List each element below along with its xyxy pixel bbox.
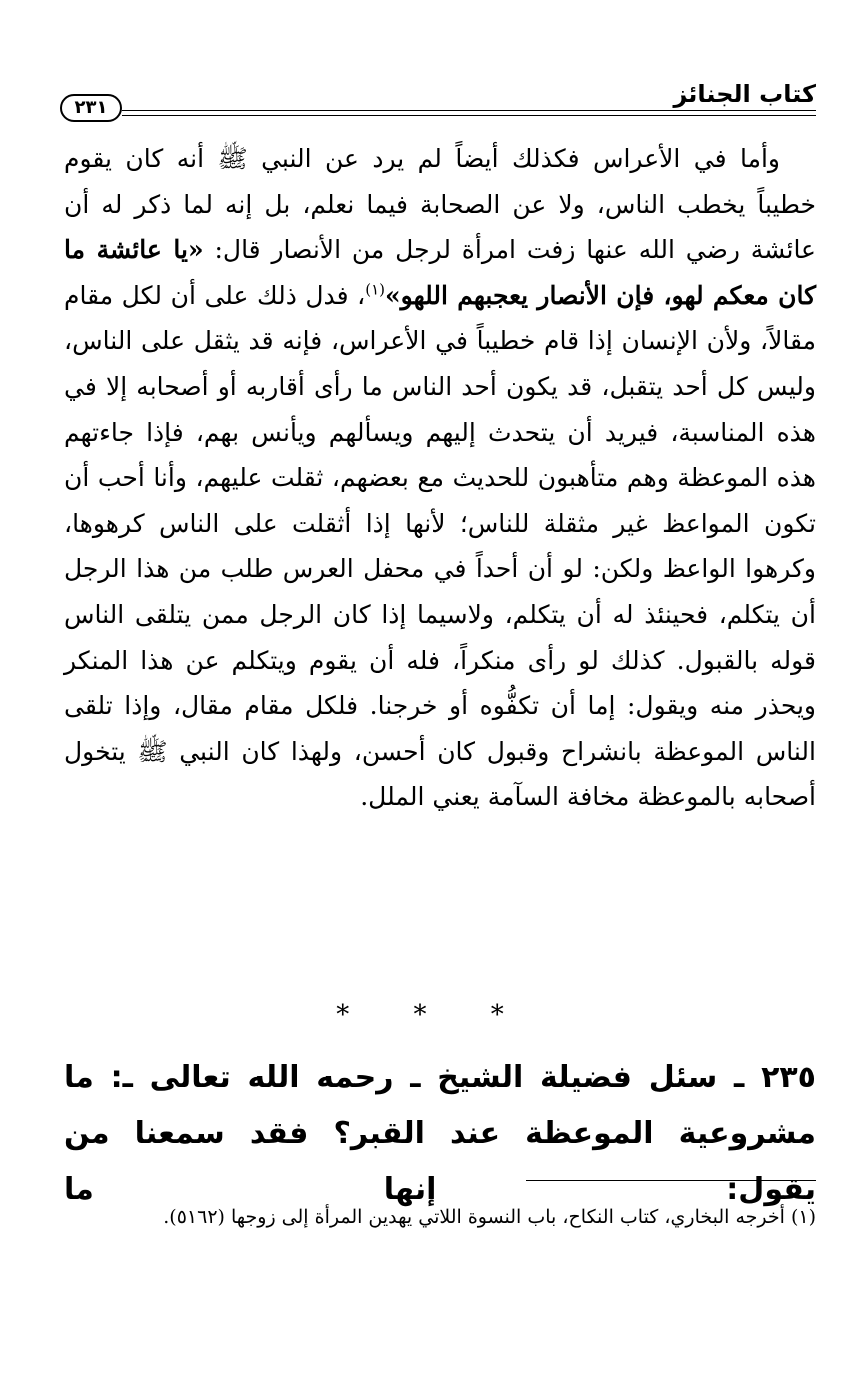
hadith-quote: «يا عائشة ما كان معكم لهو، فإن الأنصار يعجبهم اللهو» — [64, 235, 816, 310]
page-number: ٢٣١ — [60, 94, 122, 122]
footnote-reference[interactable]: (١) — [365, 280, 386, 299]
paragraph — [64, 136, 816, 820]
section-separator: * * * — [336, 1000, 532, 1030]
page-header — [60, 76, 816, 122]
footnote: (١) أخرجه البخاري، كتاب النكاح، باب النسوة اللاتي يهدين المرأة إلى زوجها (٥١٦٢). — [163, 1206, 816, 1228]
header-rule — [122, 110, 816, 116]
paragraph-text: وأما في الأعراس فكذلك أيضاً لم يرد عن النبي ﷺ أنه كان يقوم خطيباً يخطب الناس، ولا عن الصحابة فيما نعلم، بل إنه لما ذكر له أن عائشة رضي الله عنها زفت امرأة لرجل من الأنصار قال: — [64, 144, 816, 265]
book-title: كتاب الجنائز — [673, 80, 816, 108]
question-heading: ٢٣٥ ـ سئل فضيلة الشيخ ـ رحمه الله تعالى ـ: ما مشروعية الموعظة عند القبر؟ فقد سمعنا من يقول: إنها ما — [64, 1060, 816, 1207]
footnote-divider — [526, 1180, 816, 1181]
main-text — [64, 136, 816, 820]
paragraph-text-continued: ، فدل ذلك على أن لكل مقام مقالاً، ولأن الإنسان إذا قام خطيباً في الأعراس، فإنه قد يثقل على الناس، وليس كل أحد يتقبل، قد يكون أحد الناس ما رأى أقاربه أو أصحابه إلا في هذه المناسبة، فيريد أن يتحدث إليهم ويسألهم ويأنس بهم، فإذا جاءتهم هذه الموعظة وهم متأهبون للحديث مع بعضهم، ثقلت عليهم، وأنا أحب أن تكون المواعظ غير مثقلة للناس؛ لأنها إذا أثقلت على الناس كرهوها، وكرهوا الواعظ ولكن: لو أن أحداً في محفل العرس طلب من هذا الرجل أن يتكلم، فحينئذ له أن يتكلم، ولاسيما إذا كان الرجل ممن يتلقى الناس قوله بالقبول. كذلك لو رأى منكراً، فله أن يقوم ويتكلم عن هذا المنكر ويحذر منه ويقول: إما أن تكفُّوه أو خرجنا. فلكل مقام مقال، وإذا تلقى الناس الموعظة بانشراح وقبول كان أحسن، ولهذا كان النبي ﷺ يتخول أصحابه بالموعظة مخافة السآمة يعني الملل. — [64, 280, 816, 812]
